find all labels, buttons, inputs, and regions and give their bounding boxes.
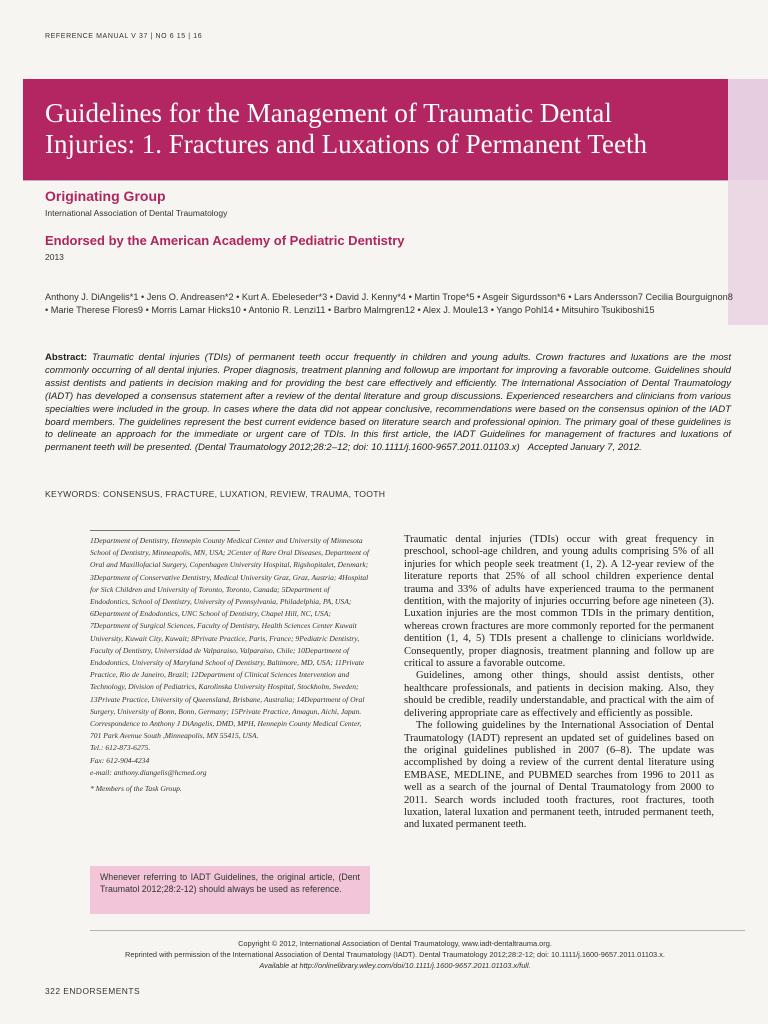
endorsement-heading: Endorsed by the American Academy of Pediatric Dentistry: [45, 233, 405, 248]
abstract-label: Abstract:: [45, 352, 88, 363]
affiliations: 1Department of Dentistry, Hennepin County Medical Center and University of Minnesota School of Dentistry, Minneapolis, MN, USA; 2Center of Rare Oral Diseases, Department of Oral and Maxillofacial Surgery, Copenhagen University Hospital, Rigshopitalet, Denmark; 3Department of Conservative Dentistry, Medical University Graz, Graz, Austria; 4Hospital for Sick Children and University of Toronto, Toronto, Canada; 5Department of Endodontics, School of Dentistry, University of Pennsylvania, Philadelphia, PA, USA; 6Department of Endodontics, UNC School of Dentistry, Chapel Hill, NC, USA; 7Department of Surgical Sciences, Faculty of Dentistry, Health Sciences Center Kuwait University, Kuwait City, Kuwait; 8Private Practice, Paris, France; 9Pediatric Dentistry, Faculty of Dentistry, Universidad de Valparaiso, Valparaiso, Chile; 10Department of Endodontics, University of Maryland School of Dentistry, Baltimore, MD, USA; 11Private Practice, Rio de Janeiro, Brazil; 12Department of Clinical Sciences Intervention and Technology, Division of Pediatrics, Karolinska University Hospital, Stockholm, Sweden; 13Private Practice, University of Queensland, Brisbane, Australia; 14Department of Oral Surgery, University of Bonn, Bonn, Germany; 15Private Practice, Amagun, Aichi, Japan.: [90, 536, 369, 716]
title-line-2: Injuries: 1. Fractures and Luxations of Permanent Teeth: [45, 129, 647, 159]
citation-callout: Whenever referring to IADT Guidelines, the original article, (Dent Traumatol 2012;28:2-12) should always be used as reference.: [90, 866, 370, 914]
originating-group-name: International Association of Dental Traumatology: [45, 208, 228, 218]
article-title: [45, 98, 725, 160]
author-list: Anthony J. DiAngelis*1 • Jens O. Andreasen*2 • Kurt A. Ebeleseder*3 • David J. Kenny*4 • Martin Trope*5 • Asgeir Sigurdsson*6 • Lars Andersson7 Cecilia Bourguignon8 • Marie Therese Flores9 • Morris Lamar Hicks10 • Antonio R. Lenzi11 • Barbro Malmgren12 • Alex J. Moule13 • Yango Pohl14 • Mitsuhiro Tsukiboshi15: [45, 292, 733, 315]
abstract-text: Traumatic dental injuries (TDIs) of permanent teeth occur frequently in children and young adults. Crown fractures and luxations are the most commonly occurring of all dental injuries. Proper diagnosis, treatment planning and followup are important for improving a favorable outcome. Guidelines should assist dentists and patients in decision making and for providing the best care effectively and efficiently. The International Association of Dental Traumatology (IADT) has developed a consensus statement after a review of the dental literature and group discussions. Experienced researchers and clinicians from various specialties were included in the group. In cases where the data did not appear conclusive, recommendations were based on the consensus opinion of the IADT board members. The guidelines represent the best current evidence based on literature search and professional opinion. The primary goal of these guidelines is to delineate an approach for the immediate or urgent care of TDIs. In this first article, the IADT Guidelines for management of fractures and luxations of permanent teeth will be presented. (Dental Traumatology 2012;28:2–12; doi: 10.1111/j.1600-9657.2011.01103.x): [45, 352, 731, 454]
originating-group-heading: Originating Group: [45, 188, 166, 204]
intro-paragraph-1: Traumatic dental injuries (TDIs) occur with great frequency in preschool, school-age children, and young adults comprising 5% of all injuries for which people seek treatment (1, 2). A 12-year review of the literature reports that 25% of all school children experience dental trauma and 33% of adults have experienced trauma to the permanent dentition, with the majority of injuries occurring before age nineteen (3). Luxation injuries are the most common TDIs in the primary dentition, whereas crown fractures are more commonly reported for the permanent dentition (1, 4, 5) TDIs present a challenge to clinicians worldwide. Consequently, proper diagnosis, treatment planning and follow up are critical to assure a favorable outcome.: [404, 534, 714, 670]
email: e-mail: anthony.diangelis@hcmed.org: [90, 767, 207, 777]
abstract: [45, 352, 731, 455]
running-head: REFERENCE MANUAL V 37 | NO 6 15 | 16: [45, 33, 203, 40]
page-footer: 322 ENDORSEMENTS: [45, 986, 141, 996]
members-note: * Members of the Task Group.: [90, 784, 182, 794]
abstract-accepted: Accepted January 7, 2012.: [527, 442, 642, 454]
footer-divider: [90, 930, 745, 931]
fax: Fax: 612-904-4234: [90, 755, 150, 765]
title-divider: [23, 180, 768, 181]
title-side-panel: [728, 79, 768, 180]
copyright-block: [70, 938, 720, 971]
footnotes: [90, 535, 370, 795]
title-line-1: Guidelines for the Management of Traumatic Dental: [45, 98, 612, 128]
intro-paragraph-2: Guidelines, among other things, should assist dentists, other healthcare professionals, and patients in decision making. Also, they should be credible, readily understandable, and practical with the aim of delivering appropriate care as effectively and efficiently as possible.: [404, 670, 714, 719]
telephone: Tel.: 612-873-6275.: [90, 743, 151, 753]
availability-line: Available at http://onlinelibrary.wiley.com/doi/10.1111/j.1600-9657.2011.01103.x/full.: [259, 961, 531, 970]
correspondence: Correspondence to Anthony J DiAngelis, DMD, MPH, Hennepin County Medical Center, 701 Park Avenue South ,Minneapolis, MN 55415, USA.: [90, 719, 362, 741]
endorsement-year: 2013: [45, 252, 64, 262]
reprint-line: Reprinted with permission of the International Association of Dental Traumatology (IADT). Dental Traumatology 2012;28:2-12; doi: 10.1111/j.1600-9657.2011.01103.x.: [125, 950, 665, 959]
intro-paragraph-3: The following guidelines by the International Association of Dental Traumatology (IADT) represent an updated set of guidelines based on the original guidelines published in 2007 (6–8). The update was accomplished by doing a review of the current dental literature using EMBASE, MEDLINE, and PUBMED searches from 1996 to 2011 as well as a search of the journal of Dental Traumatology from 2000 to 2011. Search words included tooth fractures, root fractures, tooth luxation, lateral luxation and permanent teeth, intruded permanent teeth, and luxated permanent teeth.: [404, 720, 714, 831]
copyright-line: Copyright © 2012, International Association of Dental Traumatology, www.iadt-dentaltrauma.org.: [238, 939, 552, 948]
footnote-rule: [90, 530, 240, 531]
introduction: [404, 534, 714, 832]
keywords: KEYWORDS: CONSENSUS, FRACTURE, LUXATION, REVIEW, TRAUMA, TOOTH: [45, 489, 386, 499]
